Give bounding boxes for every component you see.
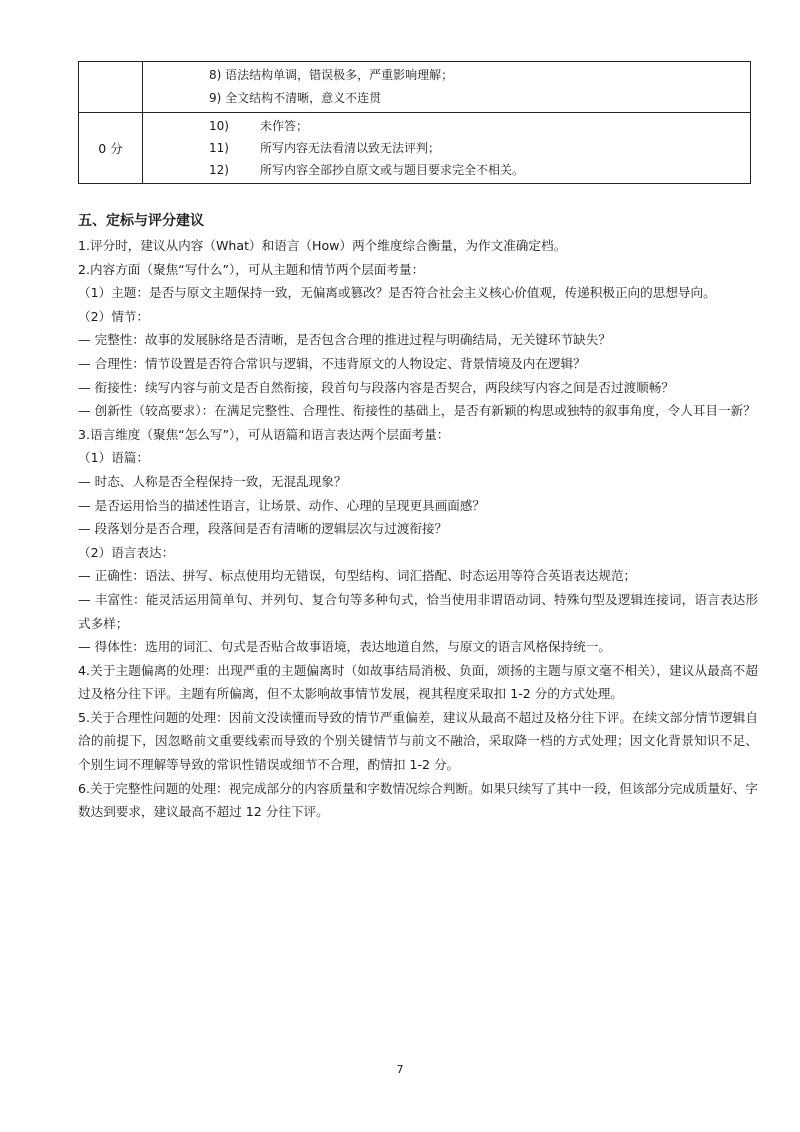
criteria-number: 10) (209, 119, 229, 133)
table-row (79, 113, 751, 184)
criteria-text: 未作答； (260, 119, 309, 133)
scoring-table (78, 61, 751, 184)
paragraph: — 是否运用恰当的描述性语言，让场景、动作、心理的呈现更具画面感？ (78, 497, 486, 513)
paragraph: — 得体性：选用的词汇、句式是否贴合故事语境，表达地道自然，与原文的语言风格保持统一。 (78, 639, 611, 655)
paragraph: — 创新性（较高要求）：在满足完整性、合理性、衔接性的基础上，是否有新颖的构思或独特的叙事角度，令人耳目一新？ (78, 403, 756, 419)
paragraph: （2）语言表达： (78, 544, 175, 560)
paragraph: — 段落划分是否合理，段落间是否有清晰的逻辑层次与过渡衔接？ (78, 521, 448, 537)
criteria-item (209, 137, 742, 159)
paragraph: 2.内容方面（聚焦“写什么”），可从主题和情节两个层面考量： (78, 261, 425, 277)
criteria-text: 所写内容全部抄自原文或与题目要求完全不相关。 (260, 163, 525, 177)
paragraph: （1）主题：是否与原文主题保持一致，无偏离或篡改？是否符合社会主义核心价值观，传递积极正向的思想导向。 (78, 285, 716, 301)
paragraph: 6.关于完整性问题的处理：视完成部分的内容质量和字数情况综合判断。如果只续写了其中一段，但该部分完成质量好、字数达到要求，建议最高不超过 12 分往下评。 (78, 780, 758, 820)
criteria-number: 12) (209, 163, 229, 177)
criteria-number: 11) (209, 141, 229, 155)
paragraph: — 完整性：故事的发展脉络是否清晰，是否包含合理的推进过程与明确结局，无关键环节缺失？ (78, 332, 611, 348)
table-row (79, 62, 751, 113)
grading-guidelines (78, 208, 758, 824)
score-cell (79, 62, 143, 113)
criteria-text: 所写内容无法看清以致无法评判； (260, 141, 441, 155)
score-cell: 0 分 (79, 113, 143, 184)
criteria-item (209, 115, 742, 137)
paragraph: — 正确性：语法、拼写、标点使用均无错误，句型结构、词汇搭配、时态运用等符合英语表达规范； (78, 568, 637, 584)
criteria-item (209, 159, 742, 181)
paragraph: （2）情节： (78, 308, 149, 324)
paragraph: — 时态、人称是否全程保持一致，无混乱现象？ (78, 473, 347, 489)
criteria-cell (143, 62, 751, 113)
paragraph: — 丰富性：能灵活运用简单句、并列句、复合句等多种句式，恰当使用非谓语动词、特殊句型及逻辑连接词，语言表达形式多样； (78, 591, 758, 631)
paragraph: 4.关于主题偏离的处理：出现严重的主题偏离时（如故事结局消极、负面，颂扬的主题与原文毫不相关），建议从最高不超过及格分往下评。主题有所偏离，但不太影响故事情节发展，视其程度采取扣 1-2 分的方式处理。 (78, 662, 758, 702)
paragraph: — 合理性：情节设置是否符合常识与逻辑，不违背原文的人物设定、背景情境及内在逻辑？ (78, 355, 586, 371)
criteria-item: 8) 语法结构单调，错误极多，严重影响理解； (209, 68, 454, 82)
paragraph: — 衔接性：续写内容与前文是否自然衔接，段首句与段落内容是否契合，两段续写内容之间是否过渡顺畅？ (78, 379, 674, 395)
paragraph: （1）语篇： (78, 450, 149, 466)
paragraph: 1.评分时，建议从内容（What）和语言（How）两个维度综合衡量，为作文准确定档。 (78, 238, 567, 253)
criteria-item: 9) 全文结构不清晰，意义不连贯 (209, 91, 382, 105)
criteria-cell (143, 113, 751, 184)
section-title: 五、定标与评分建议 (78, 213, 204, 229)
paragraph: 3.语言维度（聚焦“怎么写”），可从语篇和语言表达两个层面考量： (78, 426, 450, 442)
paragraph: 5.关于合理性问题的处理：因前文没读懂而导致的情节严重偏差，建议从最高不超过及格分往下评。在续文部分情节逻辑自洽的前提下，因忽略前文重要线索而导致的个别关键情节与前文不融洽，采取降一档的方式处理；因文化背景知识不足、个别生词不理解等导致的常识性错误或细节不合理，酌情扣 1-2 分。 (78, 709, 758, 773)
page-number: 7 (396, 1063, 404, 1076)
